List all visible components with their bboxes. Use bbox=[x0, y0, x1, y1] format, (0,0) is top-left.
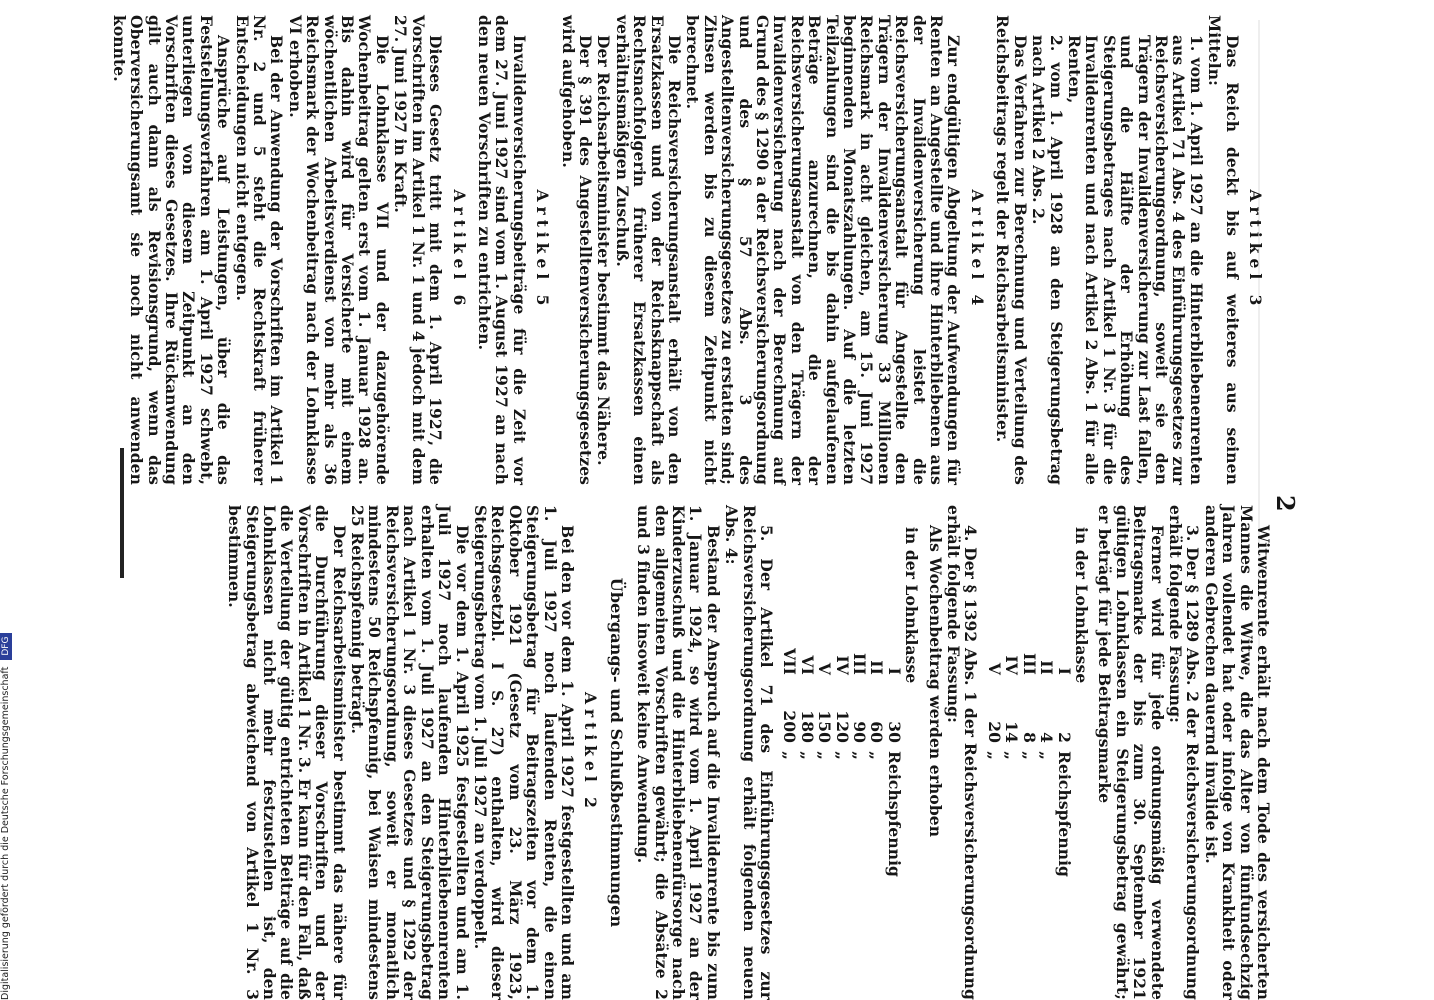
article-heading: Artikel 3 bbox=[1246, 189, 1265, 311]
paragraph: Ferner wird für jede ordnungsmäßig verwendete Beitragsmarke der bis zum 30. September 1921 gültigen Lohnklassen ein Steigerungsbetrag gewährt; er beträgt für jede Beitragsmarke bbox=[1095, 505, 1167, 1000]
paragraph: Das Reich deckt bis auf weiteres aus seinen Mitteln: bbox=[1205, 15, 1242, 485]
paragraph: Die vor dem 1. April 1925 festgestellten und am 1. Juli 1927 noch laufenden Hinterbliebenenrenten erhalten vom 1. Juli 1927 an den Steigerungsbetrag nach Artikel 1 Nr. 3 dieses Gesetzes und § 1292 der Reichsversicherungsordnung, soweit er monatlich mindestens 50 Reichspfennig, bei Waisen mindestens 25 Reichspfennig beträgt. bbox=[348, 505, 472, 1000]
article-heading: Artikel 5 bbox=[533, 189, 553, 311]
contribution-table-2 bbox=[781, 527, 920, 1000]
contribution-table-1 bbox=[986, 527, 1090, 1000]
paragraph: Das Verfahren zur Berechnung und Verteilung des Reichsbeitrags regelt der Reichsarbeitsminister. bbox=[993, 15, 1030, 485]
credit-text: Digitalisierung gefördert durch die Deutsche Forschungsgemeinschaft bbox=[0, 666, 11, 1000]
list-item: 1. vom 1. April 1927 an die Hinterbliebenenrenten aus Artikel 71 Abs. 4 des Einführungsgesetzes zur Reichsversicherungsordnung, soweit sie den Trägern der Invalidenversicherung zur Last fallen, und die Hälfte der Erhöhung des Steigerungsbetrages nach Artikel 1 Nr. 3 für die Invalidenrenten und nach Artikel 2 Abs. 1 für alle Renten, bbox=[1064, 35, 1206, 485]
paragraph: Die Lohnklasse VII und der dazugehörende Wochenbeitrag gelten erst vom 1. Januar 1928 an. Bis dahin wird für Versicherte mit einem wöchentlichen Arbeitsverdienst von mehr als 36 Reichsmark der Wochenbeitrag nach der Lohnklasse VI erhoben. bbox=[285, 15, 392, 485]
text-column-right bbox=[109, 15, 1272, 485]
table-row: VI 180 „ bbox=[797, 655, 817, 761]
page-number: 2 bbox=[1271, 495, 1300, 512]
paragraph: Der Reichsarbeitsminister bestimmt das nähere für die Durchführung dieser Vorschriften und der Vorschriften in Artikel 1 Nr. 3. Er kann für den Fall, daß die Verteilung der gültig entrichteten Beiträge auf die Lohnklassen nicht mehr festzustellen ist, den Steigerungsbetrag abweichend von Artikel 1 Nr. 3 bestimmen. bbox=[225, 505, 349, 1000]
paragraph: 3. Der § 1289 Abs. 2 der Reichsversicherungsordnung erhält folgende Fassung: bbox=[1165, 505, 1203, 1000]
paragraph: Witwenrente erhält nach dem Tode des versicherten Mannes die Witwe, die das Alter von fünfundsechzig Jahren vollendet hat oder infolge von Krankheit oder anderen Gebrechen dauernd invalide ist. bbox=[1201, 505, 1273, 1000]
digitization-credit bbox=[0, 10, 12, 1000]
table-intro: in der Lohnklasse bbox=[1071, 527, 1091, 684]
paragraph: Invalidenversicherungsbeiträge für die Zeit vor dem 27. Juni 1927 sind vom 1. August 1927 an nach den neuen Vorschriften zu entrichten. bbox=[474, 15, 529, 485]
table-row: I 2 Reichspfennig bbox=[1054, 667, 1074, 877]
paragraph: Bestand der Anspruch auf die Invalidenrente bis zum 1. Januar 1924, so wird vom 1. April 1927 an der Kinderzuschuß und die Hinterbliebenenfürsorge nach den allgemeinen Vorschriften gewährt; die Absätze 2 und 3 finden insoweit keine Anwendung. bbox=[634, 505, 723, 1000]
paragraph: Die Reichsversicherungsanstalt erhält von den Ersatzkassen und von der Reichsknappschaft als Rechtsnachfolgerin früherer Ersatzkassen einen verhältnismäßigen Zuschuß. bbox=[612, 15, 684, 485]
list-item: 2. vom 1. April 1928 an den Steigerungsbetrag nach Artikel 2 Abs. 2. bbox=[1029, 35, 1066, 485]
paragraph: Der § 391 des Angestelltenversicherungsgesetzes wird aufgehoben. bbox=[558, 15, 595, 485]
table-row: IV 14 „ bbox=[1002, 655, 1022, 761]
table-row: II 60 „ bbox=[867, 660, 887, 761]
paragraph: Als Wochenbeitrag werden erhoben bbox=[925, 525, 945, 838]
table-intro: in der Lohnklasse bbox=[902, 527, 922, 684]
article-heading: Artikel 4 bbox=[967, 189, 987, 311]
table-row: V 20 „ bbox=[984, 662, 1004, 761]
table-row: VII 200 „ bbox=[780, 648, 800, 761]
paragraph: Dieses Gesetz tritt mit dem 1. April 1927, die Vorschriften im Artikel 1 Nr. 1 und 4 jedoch mit dem 27. Juni 1927 in Kraft. bbox=[391, 15, 446, 485]
table-row: II 4 „ bbox=[1037, 660, 1057, 761]
table-row: III 8 „ bbox=[1019, 652, 1039, 761]
table-row: III 90 „ bbox=[850, 652, 870, 761]
paragraph: Bei den vor dem 1. April 1927 festgestellten und am 1. Juli 1927 noch laufenden Renten, die einen Steigerungsbetrag für Beitragszeiten vor dem 1. Oktober 1921 (Gesetz vom 23. März 1923, Reichsgesetzbl. I S. 27) enthalten, wird dieser Steigerungsbetrag vom 1. Juli 1927 an verdoppelt. bbox=[470, 505, 577, 1000]
dfg-logo-icon: DFG bbox=[0, 633, 12, 660]
paragraph: 5. Der Artikel 71 des Einführungsgesetzes zur Reichsversicherungsordnung erhält folgenden neuen Abs. 4: bbox=[722, 505, 777, 1000]
table-row: I 30 Reichspfennig bbox=[884, 667, 904, 877]
table-row: IV 120 „ bbox=[832, 655, 852, 761]
article-heading: Artikel 6 bbox=[449, 189, 469, 311]
paragraph: 4. Der § 1392 Abs. 1 der Reichsversicherungsordnung erhält folgende Fassung: bbox=[944, 505, 981, 1000]
text-column-left bbox=[225, 505, 1272, 1000]
section-heading: Übergangs- und Schlußbestimmungen bbox=[606, 577, 626, 928]
paragraph: Bei der Anwendung der Vorschriften im Artikel 1 Nr. 2 und 5 steht die Rechtskraft früherer Entscheidungen nicht entgegen. bbox=[232, 15, 287, 485]
table-row: V 150 „ bbox=[815, 662, 835, 761]
article-heading: Artikel 2 bbox=[581, 692, 601, 813]
section-divider bbox=[120, 448, 124, 578]
paragraph: Der Reichsarbeitsminister bestimmt das Nähere. bbox=[594, 35, 614, 466]
paragraph: Ansprüche auf Leistungen, über die das Feststellungsverfahren am 1. April 1927 schwebt, unterliegen von diesem Zeitpunkt an den Vorschriften dieses Gesetzes. Ihre Rückanwendung gilt auch dann als Revisionsgrund, wenn das Oberversicherungsamt sie noch nicht anwenden konnte. bbox=[109, 15, 234, 485]
paragraph: Zur endgültigen Abgeltung der Aufwendungen für Renten an Angestellte und ihre Hinterbliebenen aus der Invalidenversicherung leistet die Reichsversicherungsanstalt für Angestellte den Trägern der Invalidenversicherung 33 Millionen Reichsmark in acht gleichen, am 15. Juni 1927 beginnenden Monatszahlungen. Auf die letzten Teilzahlungen sind die bis dahin aufgelaufenen Beträge anzurechnen, die der Reichsversicherungsanstalt von den Trägern der Invalidenversicherung nach der Berechnung auf Grund des § 1290 a der Reichsversicherungsordnung und des § 57 Abs. 3 des Angestelltenversicherungsgesetzes zu erstatten sind; Zinsen werden bis zu diesem Zeitpunkt nicht berechnet. bbox=[683, 15, 964, 485]
